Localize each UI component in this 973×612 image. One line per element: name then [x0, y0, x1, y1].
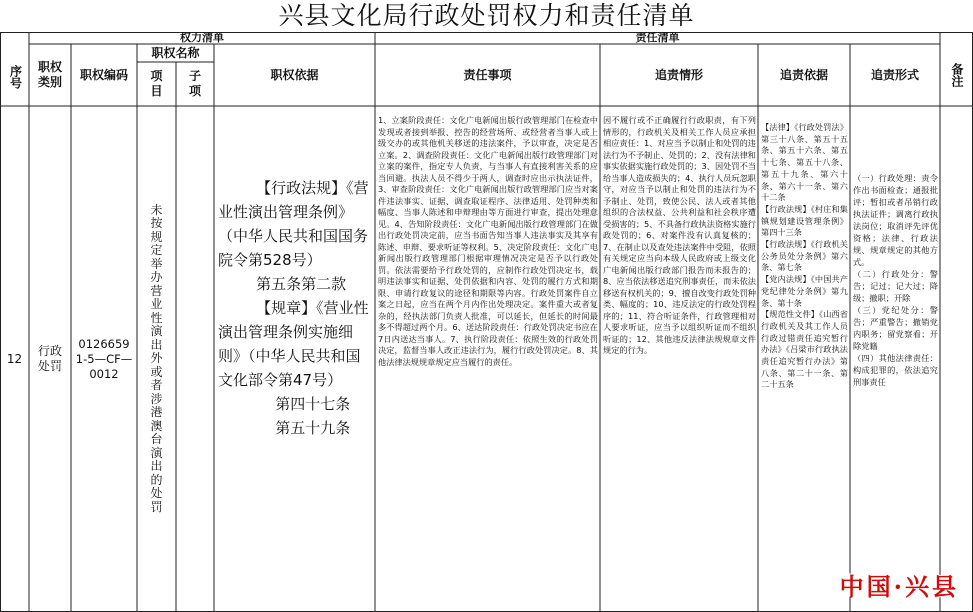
header-power-type: 职权类别: [37, 60, 62, 89]
row-accountability-forms: （一）行政处理：责令作出书面检查；通报批评；暂扣或者吊销行政执法证件；调离行政执法岗位；取消评先评优资格；法律、行政法规、规章规定的其他方式。 （二）行政处分：警告；记过；记大过；降级；撤职；开除 （三）党纪处分：警告；严重警告；撤销党内职务；留党察看；开除党籍 （四）其他法律责任：构成犯罪的，依法追究刑事责任: [853, 173, 938, 387]
row-remark: [940, 106, 973, 612]
header-resp-items: 责任事项: [463, 67, 512, 82]
row-subitem: [176, 106, 214, 612]
row-power-basis: 【行政法规】《营业性演出管理条例》（中华人民共和国国务院令第528号） 第五条第二款 【规章】《营业性演出管理条例实施细则》（中华人民共和国文化部令第47号） 第四十七条 第五十九条: [218, 179, 369, 437]
header-power-name: 职权名称: [151, 45, 200, 60]
header-subitem: 子项: [188, 69, 201, 98]
responsibility-table: [0, 32, 973, 612]
row-item: 未按规定举办营业性演出外或者涉港澳台演出的处罚: [150, 202, 163, 514]
header-power-basis: 职权依据: [270, 67, 319, 82]
page-title: 兴县文化局行政处罚权力和责任清单: [278, 1, 695, 30]
row-resp-items: 1、立案阶段责任：文化广电新闻出版行政管理部门在检查中发现或者接到举报、控告的经营场所、或经营者当事人或上级交办的或其他机关移送的违法案件，予以审查，决定是否立案。2、调查阶段责任：文化广电新闻出版行政管理部门对立案的案件，指定专人负责，与当事人有直接利害关系的应当回避。执法人员不得少于两人，调查时应出示执法证件，3、审查阶段责任：文化广电新闻出版行政管理部门应当对案件违法事实、证据、调查取证程序、法律适用、处罚种类和幅度、当事人陈述和申辩理由等方面进行审查，提出处理意见。4、告知阶段责任：文化广电新闻出版行政管理部门在做出行政处罚决定前，应当书面告知当事人违法事实及其享有陈述、申辩、要求听证等权利。5、决定阶段责任：文化广电新闻出版行政管理部门根据审理情况决定是否予以行政处罚。依法需要给予行政处罚的，应制作行政处罚决定书，载明违法事实和证据、处罚依据和内容、处罚的履行方式和期限、申请行政复议的途径和期限等内容。行政处罚案件自立案之日起，应当在两个月内作出处理决定。案件重大或者复杂的，经执法部门负责人批准，可以延长，但延长的时间最多不得超过两个月。6、送达阶段责任：行政处罚决定书应在7日内送达当事人。7、执行阶段责任：依照生效的行政处罚决定，监督当事人改正违法行为，履行行政处罚决定。8、其他法律法规规章规定应当履行的责任。: [378, 115, 598, 367]
header-seq: 序号: [8, 64, 23, 89]
header-accountability-forms: 追责形式: [870, 67, 919, 82]
header-power-code: 职权编码: [79, 67, 128, 82]
row-power-code: 01266591-5—CF—0012: [75, 336, 133, 381]
row-accountability-cases: 因不履行或不正确履行行政职责，有下列情形的，行政机关及相关工作人员应承担相应责任：1、对应当予以制止和处罚的违法行为不予制止、处罚的；2、没有法律和事实依据实施行政处罚的；3、因处罚不当给当事人造成损失的；4、执行人员玩忽职守，对应当予以制止和处罚的违法行为不予制止、处罚，致使公民、法人或者其他组织的合法权益、公共利益和社会秩序遭受损害的；5、不具备行政执法资格实施行政处罚的；6、对案件没有认真复核的；7、在制止以及查处违法案件中受阻，依照有关规定应当向本级人民政府或上级文化广电新闻出版行政部门报告而未报告的；8、应当依法移送追究刑事责任，而未依法移送有权机关的；9、擅自改变行政处罚种类、幅度的；10、违反法定的行政处罚程序的；11、符合听证条件，行政管理相对人要求听证，应当予以组织听证而不组织听证的；12、其他违反法律法规规章文件规定的行为。: [603, 115, 756, 355]
row-accountability-basis: 【法律】《行政处罚法》第三十八条、第五十五条、第五十六条、第五十七条、第五十八条、第五十九条、第六十条、第六十一条、第六十二条 【行政法规】《村庄和集镇规划建设管理条例》第四十三条 【行政法规】《行政机关公务员处分条例》第六条、第七条 【党内法规】《中国共产党纪律处分条例》第九条、第十条 【规范性文件】《山西省行政机关及其工作人员行政过错责任追究暂行办法》《吕梁市行政执法责任追究暂行办法》第八条、第二十一条、第二十五条: [761, 122, 848, 390]
row-power-type: 行政处罚: [37, 344, 62, 373]
row-item-cell: [137, 106, 176, 612]
header-accountability-cases: 追责情形: [654, 67, 703, 82]
header-remark: 备注: [950, 62, 964, 87]
watermark-logo: 中国·兴县: [839, 572, 959, 601]
header-power-list: 权力清单: [180, 32, 224, 44]
row-seq: 12: [6, 351, 23, 366]
header-accountability-basis: 追责依据: [779, 67, 828, 82]
header-resp-list: 责任清单: [635, 32, 680, 44]
header-item: 项目: [150, 69, 163, 98]
